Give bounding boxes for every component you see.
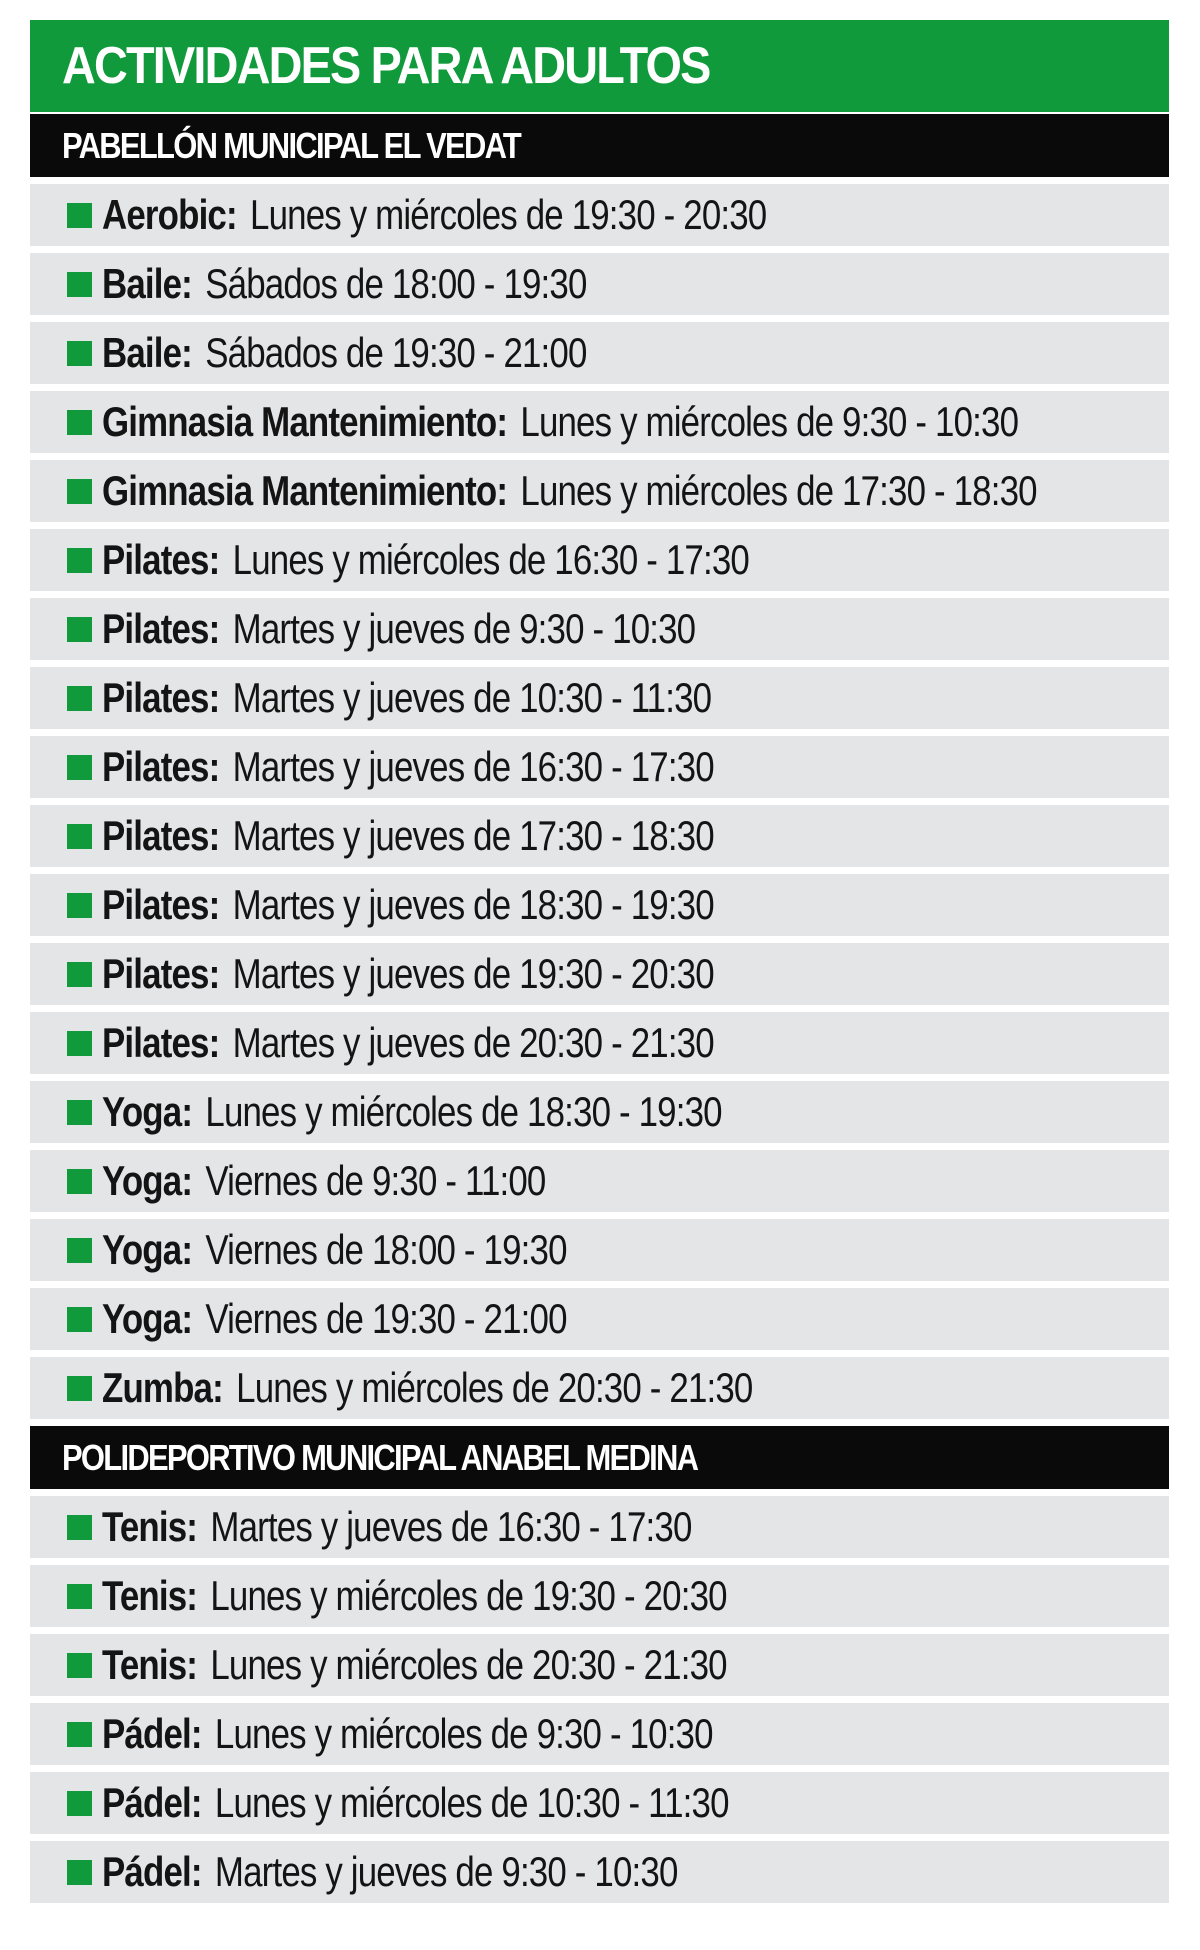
activity-schedule: Lunes y miércoles de 10:30 - 11:30 — [214, 1779, 729, 1826]
activity-schedule: Lunes y miércoles de 19:30 - 20:30 — [250, 191, 767, 238]
activity-schedule: Lunes y miércoles de 20:30 - 21:30 — [236, 1364, 753, 1411]
activity-schedule: Martes y jueves de 20:30 - 21:30 — [232, 1019, 714, 1066]
list-item-text — [102, 1641, 727, 1689]
list-item — [30, 1288, 1169, 1350]
list-item-text — [102, 605, 695, 653]
list-item — [30, 1634, 1169, 1696]
list-item — [30, 1012, 1169, 1074]
list-item-text — [102, 1295, 567, 1343]
list-item-text — [102, 398, 1018, 446]
activity-schedule: Lunes y miércoles de 9:30 - 10:30 — [520, 398, 1019, 445]
list-item-text — [102, 1364, 752, 1412]
activity-name: Yoga: — [102, 1157, 193, 1204]
activity-schedule: Lunes y miércoles de 9:30 - 10:30 — [214, 1710, 713, 1757]
activity-schedule: Viernes de 18:00 - 19:30 — [205, 1226, 567, 1273]
activity-name: Pádel: — [102, 1848, 202, 1895]
list-item-text — [102, 950, 714, 998]
list-item-text — [102, 260, 587, 308]
list-item-text — [102, 881, 714, 929]
activity-name: Pilates: — [102, 1019, 220, 1066]
activity-name: Pilates: — [102, 812, 220, 859]
list-item — [30, 598, 1169, 660]
list-item-text — [102, 1157, 545, 1205]
square-bullet-icon — [67, 1584, 92, 1609]
square-bullet-icon — [67, 962, 92, 987]
activity-schedule: Martes y jueves de 19:30 - 20:30 — [232, 950, 714, 997]
activity-schedule: Lunes y miércoles de 17:30 - 18:30 — [520, 467, 1037, 514]
activity-schedule: Martes y jueves de 18:30 - 19:30 — [232, 881, 714, 928]
list-item — [30, 253, 1169, 315]
list-item — [30, 874, 1169, 936]
activity-schedule: Martes y jueves de 9:30 - 10:30 — [232, 605, 696, 652]
square-bullet-icon — [67, 272, 92, 297]
activity-schedule: Martes y jueves de 17:30 - 18:30 — [232, 812, 714, 859]
list-item — [30, 391, 1169, 453]
square-bullet-icon — [67, 617, 92, 642]
activity-name: Pádel: — [102, 1779, 202, 1826]
list-item-text — [102, 1572, 727, 1620]
list-item-text — [102, 329, 587, 377]
list-item-text — [102, 1779, 729, 1827]
activity-name: Tenis: — [102, 1572, 198, 1619]
list-item — [30, 529, 1169, 591]
section-header — [30, 1426, 1169, 1489]
square-bullet-icon — [67, 548, 92, 573]
list-item — [30, 1150, 1169, 1212]
square-bullet-icon — [67, 1307, 92, 1332]
square-bullet-icon — [67, 1376, 92, 1401]
activity-schedule: Sábados de 19:30 - 21:00 — [205, 329, 587, 376]
activity-name: Pádel: — [102, 1710, 202, 1757]
square-bullet-icon — [67, 1100, 92, 1125]
activity-name: Zumba: — [102, 1364, 223, 1411]
square-bullet-icon — [67, 1031, 92, 1056]
activities-panel — [30, 20, 1169, 1910]
list-item — [30, 1496, 1169, 1558]
list-item — [30, 667, 1169, 729]
activity-schedule: Martes y jueves de 16:30 - 17:30 — [210, 1503, 692, 1550]
activity-schedule: Martes y jueves de 16:30 - 17:30 — [232, 743, 714, 790]
activity-name: Yoga: — [102, 1226, 193, 1273]
title-bar — [30, 20, 1169, 112]
list-item-text — [102, 1088, 722, 1136]
list-item — [30, 1841, 1169, 1903]
page-title: ACTIVIDADES PARA ADULTOS — [62, 37, 710, 95]
activity-name: Gimnasia Mantenimiento: — [102, 467, 508, 514]
list-item-text — [102, 743, 714, 791]
activity-schedule: Sábados de 18:00 - 19:30 — [205, 260, 587, 307]
square-bullet-icon — [67, 1653, 92, 1678]
square-bullet-icon — [67, 893, 92, 918]
activity-name: Pilates: — [102, 950, 220, 997]
list-item-text — [102, 1848, 678, 1896]
square-bullet-icon — [67, 1238, 92, 1263]
activity-name: Aerobic: — [102, 191, 237, 238]
activity-name: Yoga: — [102, 1295, 193, 1342]
activity-name: Pilates: — [102, 881, 220, 928]
activity-name: Baile: — [102, 329, 192, 376]
activity-name: Pilates: — [102, 605, 220, 652]
list-item — [30, 1357, 1169, 1419]
square-bullet-icon — [67, 686, 92, 711]
square-bullet-icon — [67, 824, 92, 849]
activity-name: Gimnasia Mantenimiento: — [102, 398, 508, 445]
list-item — [30, 184, 1169, 246]
activity-schedule: Viernes de 19:30 - 21:00 — [205, 1295, 567, 1342]
activity-name: Pilates: — [102, 674, 220, 721]
square-bullet-icon — [67, 479, 92, 504]
activity-schedule: Martes y jueves de 9:30 - 10:30 — [214, 1848, 678, 1895]
list-item-text — [102, 191, 766, 239]
activity-name: Baile: — [102, 260, 192, 307]
activity-name: Tenis: — [102, 1641, 198, 1688]
activity-schedule: Lunes y miércoles de 16:30 - 17:30 — [232, 536, 749, 583]
section-title: PABELLÓN MUNICIPAL EL VEDAT — [62, 124, 521, 166]
square-bullet-icon — [67, 1515, 92, 1540]
list-item — [30, 1081, 1169, 1143]
list-item — [30, 805, 1169, 867]
activity-name: Pilates: — [102, 743, 220, 790]
activity-name: Tenis: — [102, 1503, 198, 1550]
sections-container — [30, 114, 1169, 1903]
activity-name: Yoga: — [102, 1088, 193, 1135]
section-header — [30, 114, 1169, 177]
activity-schedule: Viernes de 9:30 - 11:00 — [205, 1157, 546, 1204]
list-item — [30, 1703, 1169, 1765]
list-item-text — [102, 1503, 692, 1551]
square-bullet-icon — [67, 1860, 92, 1885]
square-bullet-icon — [67, 1791, 92, 1816]
list-item-text — [102, 1019, 714, 1067]
square-bullet-icon — [67, 410, 92, 435]
list-item-text — [102, 1226, 567, 1274]
list-item — [30, 1219, 1169, 1281]
list-item-text — [102, 536, 749, 584]
list-item-text — [102, 812, 714, 860]
activity-schedule: Lunes y miércoles de 20:30 - 21:30 — [210, 1641, 727, 1688]
list-item — [30, 943, 1169, 1005]
section-title: POLIDEPORTIVO MUNICIPAL ANABEL MEDINA — [62, 1436, 698, 1478]
list-item — [30, 322, 1169, 384]
activity-schedule: Lunes y miércoles de 18:30 - 19:30 — [205, 1088, 722, 1135]
list-item-text — [102, 467, 1037, 515]
spacer — [30, 177, 1169, 184]
list-item-text — [102, 1710, 713, 1758]
square-bullet-icon — [67, 755, 92, 780]
list-item-text — [102, 674, 711, 722]
list-item — [30, 736, 1169, 798]
square-bullet-icon — [67, 1722, 92, 1747]
list-item — [30, 460, 1169, 522]
square-bullet-icon — [67, 341, 92, 366]
activity-schedule: Lunes y miércoles de 19:30 - 20:30 — [210, 1572, 727, 1619]
square-bullet-icon — [67, 1169, 92, 1194]
square-bullet-icon — [67, 203, 92, 228]
list-item — [30, 1565, 1169, 1627]
activity-schedule: Martes y jueves de 10:30 - 11:30 — [232, 674, 712, 721]
list-item — [30, 1772, 1169, 1834]
spacer — [30, 1489, 1169, 1496]
activity-name: Pilates: — [102, 536, 220, 583]
